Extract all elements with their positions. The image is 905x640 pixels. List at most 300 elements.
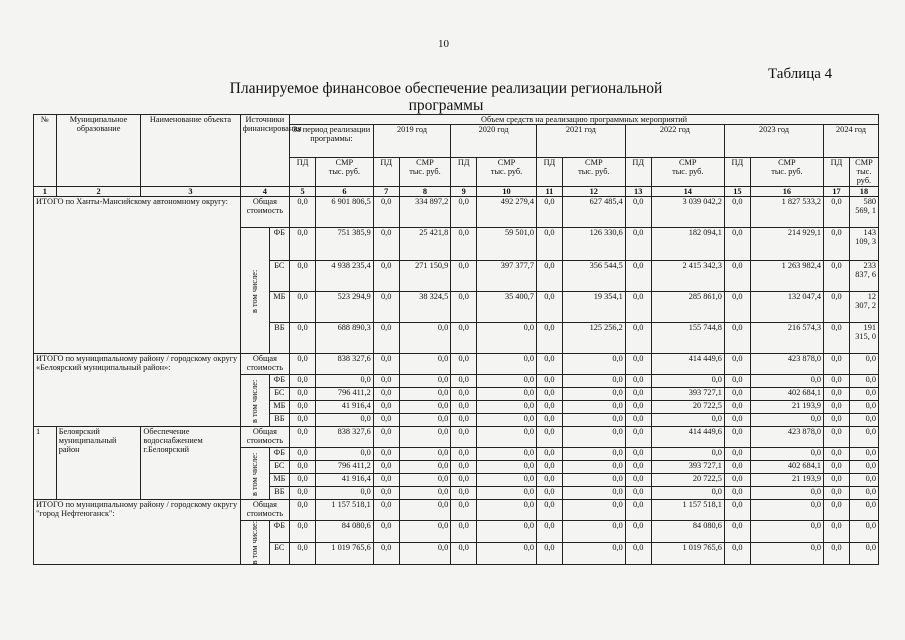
source-value: 0,0 <box>399 487 451 500</box>
source-value: 0,0 <box>290 521 316 543</box>
source-value: 1 019 765,6 <box>315 543 373 565</box>
header-pd: ПД <box>536 158 562 187</box>
source-value: 0,0 <box>477 388 537 401</box>
source-value: 0,0 <box>373 375 399 388</box>
header-smr-unit: тыс. руб. <box>771 167 803 176</box>
source-value: 0,0 <box>824 448 850 461</box>
source-value: 0,0 <box>536 375 562 388</box>
source-value: 41 916,4 <box>315 401 373 414</box>
source-value: 0,0 <box>750 521 823 543</box>
in-total-label: в том числе: <box>240 521 269 565</box>
total-value: 0,0 <box>373 354 399 375</box>
source-value: 0,0 <box>373 543 399 565</box>
column-number: 8 <box>399 187 451 197</box>
row-municipality: Белоярский муниципальный район <box>56 427 141 500</box>
column-number: 7 <box>373 187 399 197</box>
source-value: 0,0 <box>373 388 399 401</box>
source-value: 191 315, 0 <box>849 323 878 354</box>
table-row <box>34 427 879 448</box>
source-value: 0,0 <box>536 461 562 474</box>
column-number: 14 <box>651 187 724 197</box>
total-value: 0,0 <box>625 197 651 228</box>
header-year: 2023 год <box>724 125 823 158</box>
source-value: 0,0 <box>290 474 316 487</box>
total-value: 0,0 <box>477 427 537 448</box>
source-value: 0,0 <box>651 487 724 500</box>
source-value: 0,0 <box>562 414 625 427</box>
total-value: 423 878,0 <box>750 427 823 448</box>
source-value: 0,0 <box>750 375 823 388</box>
in-total-label: в том числе: <box>240 375 269 427</box>
column-number: 11 <box>536 187 562 197</box>
source-value: 0,0 <box>625 261 651 292</box>
header-smr-unit: тыс. руб. <box>856 167 872 185</box>
total-cost-label: Общая стоимость <box>240 500 290 521</box>
source-value: 0,0 <box>451 448 477 461</box>
source-value: 688 890,3 <box>315 323 373 354</box>
source-value: 0,0 <box>451 487 477 500</box>
source-code: ФБ <box>269 375 290 388</box>
source-value: 0,0 <box>477 375 537 388</box>
total-value: 0,0 <box>477 500 537 521</box>
source-value: 0,0 <box>373 292 399 323</box>
source-value: 0,0 <box>849 401 878 414</box>
source-value: 0,0 <box>651 448 724 461</box>
source-value: 0,0 <box>750 414 823 427</box>
source-value: 0,0 <box>290 375 316 388</box>
source-value: 0,0 <box>373 521 399 543</box>
header-year: 2020 год <box>451 125 537 158</box>
source-value: 0,0 <box>824 292 850 323</box>
page-title: Планируемое финансовое обеспечение реализации региональной программы <box>229 80 663 114</box>
header-period: За период реализации программы: <box>290 125 374 158</box>
source-value: 0,0 <box>373 401 399 414</box>
source-value: 35 400,7 <box>477 292 537 323</box>
source-value: 0,0 <box>536 228 562 261</box>
source-value: 0,0 <box>451 461 477 474</box>
source-value: 0,0 <box>290 388 316 401</box>
source-value: 796 411,2 <box>315 388 373 401</box>
column-number: 15 <box>724 187 750 197</box>
total-value: 0,0 <box>373 197 399 228</box>
source-value: 84 080,6 <box>315 521 373 543</box>
header-smr-unit: тыс. руб. <box>490 167 523 176</box>
total-value: 0,0 <box>824 354 850 375</box>
source-code: ВБ <box>269 487 290 500</box>
source-value: 0,0 <box>477 521 537 543</box>
source-value: 402 684,1 <box>750 388 823 401</box>
source-value: 523 294,9 <box>315 292 373 323</box>
source-value: 0,0 <box>477 487 537 500</box>
source-value: 0,0 <box>625 543 651 565</box>
total-value: 414 449,6 <box>651 354 724 375</box>
source-value: 0,0 <box>290 261 316 292</box>
source-value: 0,0 <box>399 323 451 354</box>
page-number: 10 <box>438 38 449 50</box>
source-value: 393 727,1 <box>651 461 724 474</box>
source-value: 0,0 <box>536 388 562 401</box>
header-object: Наименование объекта <box>141 115 240 187</box>
source-value: 0,0 <box>724 228 750 261</box>
group-label: ИТОГО по муниципальному району / городскому округу "город Нефтеюганск": <box>34 500 241 565</box>
source-value: 0,0 <box>562 401 625 414</box>
header-sources: Источники финансирования <box>240 115 290 187</box>
source-value: 20 722,5 <box>651 474 724 487</box>
source-value: 0,0 <box>724 401 750 414</box>
source-value: 0,0 <box>477 474 537 487</box>
source-code: ВБ <box>269 323 290 354</box>
source-value: 0,0 <box>290 543 316 565</box>
header-pd: ПД <box>625 158 651 187</box>
header-year: 2024 год <box>824 125 879 158</box>
source-value: 0,0 <box>399 461 451 474</box>
source-value: 0,0 <box>625 323 651 354</box>
total-value: 0,0 <box>849 500 878 521</box>
source-value: 0,0 <box>849 414 878 427</box>
total-value: 0,0 <box>451 427 477 448</box>
total-value: 0,0 <box>290 427 316 448</box>
total-value: 838 327,6 <box>315 354 373 375</box>
source-value: 0,0 <box>373 228 399 261</box>
total-value: 0,0 <box>373 500 399 521</box>
total-value: 492 279,4 <box>477 197 537 228</box>
column-number: 12 <box>562 187 625 197</box>
total-value: 0,0 <box>562 354 625 375</box>
source-code: МБ <box>269 474 290 487</box>
source-value: 0,0 <box>399 521 451 543</box>
source-value: 0,0 <box>849 388 878 401</box>
source-value: 751 385,9 <box>315 228 373 261</box>
source-value: 0,0 <box>536 414 562 427</box>
total-value: 0,0 <box>562 500 625 521</box>
source-code: БС <box>269 261 290 292</box>
total-value: 423 878,0 <box>750 354 823 375</box>
source-value: 0,0 <box>824 261 850 292</box>
source-value: 0,0 <box>724 543 750 565</box>
column-number: 10 <box>477 187 537 197</box>
source-value: 0,0 <box>477 448 537 461</box>
source-value: 0,0 <box>625 474 651 487</box>
total-value: 627 485,4 <box>562 197 625 228</box>
source-value: 0,0 <box>562 388 625 401</box>
source-value: 1 263 982,4 <box>750 261 823 292</box>
source-value: 0,0 <box>451 474 477 487</box>
in-total-label: в том числе: <box>240 448 269 500</box>
table-row <box>34 500 879 521</box>
total-value: 6 901 806,5 <box>315 197 373 228</box>
source-value: 0,0 <box>477 461 537 474</box>
source-value: 0,0 <box>373 448 399 461</box>
source-code: БС <box>269 388 290 401</box>
financing-table <box>33 114 879 565</box>
column-number: 9 <box>451 187 477 197</box>
total-value: 0,0 <box>290 500 316 521</box>
header-pd: ПД <box>451 158 477 187</box>
total-value: 0,0 <box>477 354 537 375</box>
total-value: 0,0 <box>290 197 316 228</box>
source-value: 0,0 <box>849 375 878 388</box>
total-value: 0,0 <box>849 354 878 375</box>
source-value: 0,0 <box>824 388 850 401</box>
header-smr-label: СМР <box>585 158 603 167</box>
source-value: 0,0 <box>562 375 625 388</box>
header-smr-unit: тыс. руб. <box>578 167 610 176</box>
source-value: 356 544,5 <box>562 261 625 292</box>
source-value: 0,0 <box>824 323 850 354</box>
source-value: 38 324,5 <box>399 292 451 323</box>
source-value: 0,0 <box>373 474 399 487</box>
source-value: 0,0 <box>451 543 477 565</box>
source-value: 0,0 <box>315 448 373 461</box>
total-value: 0,0 <box>724 427 750 448</box>
source-value: 0,0 <box>750 543 823 565</box>
source-value: 0,0 <box>824 414 850 427</box>
total-value: 0,0 <box>451 197 477 228</box>
source-value: 0,0 <box>315 414 373 427</box>
total-value: 0,0 <box>824 427 850 448</box>
total-value: 0,0 <box>290 354 316 375</box>
source-value: 0,0 <box>373 461 399 474</box>
total-cost-label: Общая стоимость <box>240 427 290 448</box>
source-value: 0,0 <box>451 261 477 292</box>
source-value: 0,0 <box>290 228 316 261</box>
source-value: 0,0 <box>477 543 537 565</box>
source-value: 0,0 <box>625 375 651 388</box>
source-value: 0,0 <box>824 543 850 565</box>
source-value: 0,0 <box>724 521 750 543</box>
source-value: 4 938 235,4 <box>315 261 373 292</box>
total-value: 0,0 <box>724 500 750 521</box>
source-value: 25 421,8 <box>399 228 451 261</box>
source-value: 0,0 <box>536 487 562 500</box>
source-value: 12 307, 2 <box>849 292 878 323</box>
column-number: 6 <box>315 187 373 197</box>
source-value: 0,0 <box>536 401 562 414</box>
source-value: 0,0 <box>399 474 451 487</box>
source-value: 0,0 <box>562 448 625 461</box>
source-value: 393 727,1 <box>651 388 724 401</box>
source-value: 155 744,8 <box>651 323 724 354</box>
source-code: МБ <box>269 401 290 414</box>
header-smr <box>315 158 373 187</box>
header-smr-unit: тыс. руб. <box>409 167 441 176</box>
source-value: 0,0 <box>625 521 651 543</box>
column-number: 5 <box>290 187 316 197</box>
source-value: 216 574,3 <box>750 323 823 354</box>
source-code: ФБ <box>269 228 290 261</box>
source-value: 0,0 <box>451 388 477 401</box>
source-value: 84 080,6 <box>651 521 724 543</box>
column-number: 13 <box>625 187 651 197</box>
total-value: 0,0 <box>399 500 451 521</box>
source-code: ВБ <box>269 414 290 427</box>
header-smr <box>849 158 878 187</box>
total-value: 0,0 <box>399 427 451 448</box>
source-value: 0,0 <box>625 401 651 414</box>
header-smr-unit: тыс. руб. <box>328 167 361 176</box>
source-value: 0,0 <box>290 461 316 474</box>
header-smr-label: СМР <box>778 158 796 167</box>
source-value: 0,0 <box>477 323 537 354</box>
total-value: 0,0 <box>399 354 451 375</box>
source-value: 0,0 <box>451 375 477 388</box>
source-value: 0,0 <box>290 414 316 427</box>
source-value: 0,0 <box>373 487 399 500</box>
row-num: 1 <box>34 427 57 500</box>
source-value: 0,0 <box>824 521 850 543</box>
header-year: 2019 год <box>373 125 450 158</box>
source-value: 182 094,1 <box>651 228 724 261</box>
source-value: 143 109, 3 <box>849 228 878 261</box>
source-value: 233 837, 6 <box>849 261 878 292</box>
source-value: 0,0 <box>536 474 562 487</box>
total-value: 1 827 533,2 <box>750 197 823 228</box>
header-smr <box>562 158 625 187</box>
source-value: 0,0 <box>399 448 451 461</box>
source-value: 0,0 <box>724 261 750 292</box>
header-smr <box>477 158 537 187</box>
source-value: 0,0 <box>824 401 850 414</box>
total-value: 0,0 <box>536 354 562 375</box>
group-label: ИТОГО по муниципальному району / городскому округу «Белоярский муниципальный район»: <box>34 354 241 427</box>
header-smr-label: СМР <box>679 158 697 167</box>
table-label: Таблица 4 <box>768 66 833 82</box>
total-value: 0,0 <box>625 354 651 375</box>
source-value: 0,0 <box>399 388 451 401</box>
total-cost-label: Общая стоимость <box>240 197 290 228</box>
source-value: 0,0 <box>373 261 399 292</box>
source-value: 0,0 <box>562 474 625 487</box>
source-value: 0,0 <box>625 461 651 474</box>
total-value: 0,0 <box>536 500 562 521</box>
source-value: 0,0 <box>824 461 850 474</box>
source-value: 0,0 <box>399 375 451 388</box>
source-value: 0,0 <box>451 292 477 323</box>
total-cost-label: Общая стоимость <box>240 354 290 375</box>
source-value: 0,0 <box>824 474 850 487</box>
header-smr-unit: тыс. руб. <box>672 167 704 176</box>
header-smr <box>399 158 451 187</box>
source-value: 0,0 <box>750 448 823 461</box>
source-value: 0,0 <box>562 487 625 500</box>
column-number: 2 <box>56 187 141 197</box>
source-value: 0,0 <box>724 414 750 427</box>
source-value: 0,0 <box>290 487 316 500</box>
source-value: 0,0 <box>849 521 878 543</box>
source-code: БС <box>269 543 290 565</box>
source-value: 796 411,2 <box>315 461 373 474</box>
total-value: 0,0 <box>724 197 750 228</box>
header-smr-label: СМР <box>855 158 873 167</box>
header-municipality: Муниципальное образование <box>56 115 141 187</box>
source-value: 0,0 <box>373 323 399 354</box>
source-value: 0,0 <box>290 401 316 414</box>
table-row <box>34 197 879 228</box>
source-value: 0,0 <box>724 375 750 388</box>
source-value: 132 047,4 <box>750 292 823 323</box>
header-year: 2022 год <box>625 125 724 158</box>
source-value: 0,0 <box>824 375 850 388</box>
source-value: 0,0 <box>477 414 537 427</box>
source-value: 0,0 <box>562 543 625 565</box>
source-value: 2 415 342,3 <box>651 261 724 292</box>
header-smr-label: СМР <box>497 158 516 167</box>
source-value: 0,0 <box>625 228 651 261</box>
total-value: 0,0 <box>824 500 850 521</box>
source-value: 0,0 <box>399 401 451 414</box>
total-value: 838 327,6 <box>315 427 373 448</box>
source-value: 0,0 <box>536 543 562 565</box>
total-value: 0,0 <box>451 500 477 521</box>
header-num: № <box>34 115 57 187</box>
source-value: 0,0 <box>724 461 750 474</box>
header-pd: ПД <box>724 158 750 187</box>
source-value: 0,0 <box>315 487 373 500</box>
source-value: 0,0 <box>399 414 451 427</box>
source-value: 0,0 <box>451 521 477 543</box>
row-object: Обеспечение водоснабжением г.Белоярский <box>141 427 240 500</box>
total-value: 0,0 <box>536 427 562 448</box>
source-value: 0,0 <box>724 487 750 500</box>
total-value: 0,0 <box>849 427 878 448</box>
column-number: 4 <box>240 187 290 197</box>
source-value: 20 722,5 <box>651 401 724 414</box>
total-value: 1 157 518,1 <box>315 500 373 521</box>
source-value: 0,0 <box>724 474 750 487</box>
source-value: 0,0 <box>290 292 316 323</box>
total-value: 0,0 <box>625 427 651 448</box>
column-number: 16 <box>750 187 823 197</box>
source-value: 0,0 <box>477 401 537 414</box>
source-value: 402 684,1 <box>750 461 823 474</box>
source-value: 397 377,7 <box>477 261 537 292</box>
source-value: 0,0 <box>625 292 651 323</box>
total-value: 0,0 <box>750 500 823 521</box>
source-value: 0,0 <box>562 461 625 474</box>
source-value: 0,0 <box>750 487 823 500</box>
in-total-label: в том числе: <box>240 228 269 354</box>
source-value: 0,0 <box>849 543 878 565</box>
total-value: 414 449,6 <box>651 427 724 448</box>
header-funds: Объем средств на реализацию программных мероприятий <box>290 115 879 125</box>
source-code: ФБ <box>269 448 290 461</box>
total-value: 0,0 <box>824 197 850 228</box>
source-value: 0,0 <box>451 401 477 414</box>
source-value: 0,0 <box>849 461 878 474</box>
source-value: 0,0 <box>625 388 651 401</box>
header-pd: ПД <box>824 158 850 187</box>
total-value: 0,0 <box>625 500 651 521</box>
source-value: 285 861,0 <box>651 292 724 323</box>
total-value: 1 157 518,1 <box>651 500 724 521</box>
column-number: 18 <box>849 187 878 197</box>
total-value: 0,0 <box>451 354 477 375</box>
source-value: 0,0 <box>373 414 399 427</box>
source-value: 0,0 <box>651 375 724 388</box>
source-value: 0,0 <box>625 487 651 500</box>
total-value: 0,0 <box>536 197 562 228</box>
source-value: 271 150,9 <box>399 261 451 292</box>
source-value: 0,0 <box>536 521 562 543</box>
source-value: 59 501,0 <box>477 228 537 261</box>
source-value: 0,0 <box>724 292 750 323</box>
source-value: 0,0 <box>290 448 316 461</box>
source-value: 0,0 <box>824 228 850 261</box>
header-smr <box>750 158 823 187</box>
source-value: 0,0 <box>315 375 373 388</box>
source-code: БС <box>269 461 290 474</box>
source-value: 0,0 <box>290 323 316 354</box>
